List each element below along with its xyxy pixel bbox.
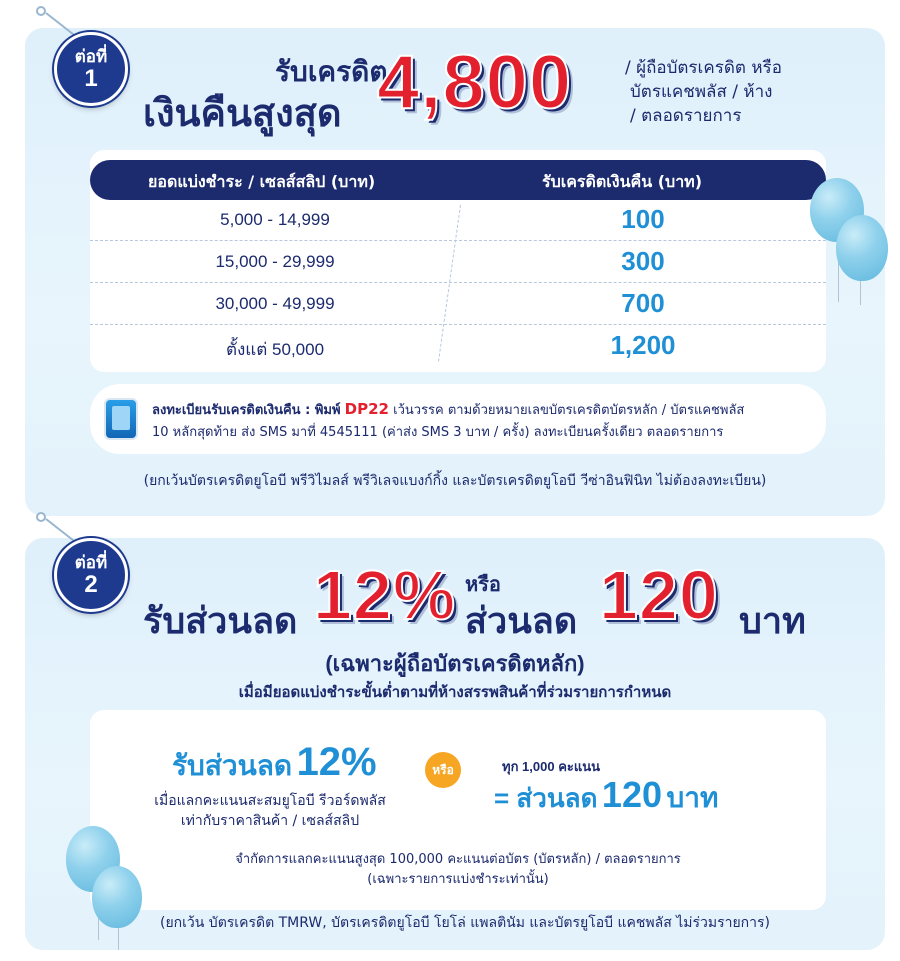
offer-left-percent: 12% [296, 740, 377, 784]
register-instructions-line2: 10 หลักสุดท้าย ส่ง SMS มาที่ 4545111 (ค่าส่ง SMS 3 บาท / ครั้ง) ลงทะเบียนครั้งเดียว ตลอดรายการ [152, 425, 724, 440]
row-divider [90, 324, 826, 325]
row-range: ตั้งแต่ 50,000 [225, 340, 325, 359]
balloon-decoration [836, 215, 888, 281]
section2-or-small: หรือ [465, 574, 501, 596]
section2-condition: เมื่อมียอดแบ่งชำระขั้นต่ำตามที่ห้างสรรพสินค้าที่ร่วมรายการกำหนด [238, 684, 672, 701]
limit-line2: (เฉพาะรายการแบ่งชำระเท่านั้น) [367, 872, 549, 887]
section1-side-line1: / ผู้ถือบัตรเครดิต หรือ [625, 58, 782, 78]
table-row [90, 242, 826, 284]
badge-number: 2 [84, 571, 98, 598]
section2-panel [25, 538, 885, 950]
badge-label: ต่อที่ [74, 553, 108, 572]
offer-right-amount: 120 [601, 774, 662, 815]
balloon-decoration [92, 866, 142, 928]
row-range: 5,000 - 14,999 [220, 210, 330, 229]
offer-card [90, 710, 826, 910]
row-credit: 100 [621, 204, 665, 234]
section1-panel [25, 28, 885, 516]
section2-headline-left: รับส่วนลด [143, 600, 298, 641]
section2-qualifier: (เฉพาะผู้ถือบัตรเครดิตหลัก) [325, 651, 585, 676]
step-badge-1 [54, 32, 128, 106]
row-credit: 700 [621, 288, 665, 318]
section1-footnote: (ยกเว้นบัตรเครดิตยูโอบี พรีวิไมลส์ พรีวิเลจแบงก์กิ้ง และบัตรเครดิตยูโอบี วีซ่าอินฟินิท ไม่ต้องลงทะเบียน) [143, 473, 767, 489]
header-cashback: รับเครดิตเงินคืน (บาท) [542, 172, 703, 191]
section1-max-amount: 4,800 [377, 40, 573, 125]
offer-right-unit: บาท [666, 782, 719, 813]
badge-number: 1 [84, 65, 98, 92]
offer-right-prefix: = ส่วนลด [494, 783, 598, 813]
section1-side-line3: / ตลอดรายการ [630, 106, 742, 126]
section1-side-line2: บัตรแคชพลัส / ห้าง [630, 82, 773, 102]
table-row [90, 284, 826, 326]
table-row [90, 326, 826, 368]
header-installment: ยอดแบ่งชำระ / เซลส์สลิป (บาท) [148, 172, 376, 191]
limit-line1: จำกัดการแลกคะแนนสูงสุด 100,000 คะแนนต่อบัตร (บัตรหลัก) / ตลอดรายการ [235, 852, 681, 867]
tag-hole [36, 6, 46, 16]
table-row [90, 200, 826, 242]
mobile-phone-icon [104, 398, 138, 440]
section1-headline-line2: เงินคืนสูงสุด [143, 93, 342, 135]
step-badge-2 [54, 538, 128, 612]
offer-left-title: รับส่วนลด [172, 750, 293, 781]
section2-percent: 12% [313, 556, 457, 634]
section2-unit: บาท [739, 600, 806, 641]
register-code: DP22 [344, 400, 389, 418]
badge-label: ต่อที่ [74, 47, 108, 66]
section2-amount: 120 [599, 556, 719, 634]
register-instructions: เว้นวรรค ตามด้วยหมายเลขบัตรเครดิตบัตรหลัก / บัตรแคชพลัส [393, 403, 745, 418]
row-divider [90, 282, 826, 283]
tag-hole [36, 512, 46, 522]
row-divider [90, 240, 826, 241]
register-label: ลงทะเบียนรับเครดิตเงินคืน : พิมพ์ [152, 403, 341, 418]
sms-registration-card [90, 384, 826, 454]
section2-footnote: (ยกเว้น บัตรเครดิต TMRW, บัตรเครดิตยูโอบี โยโล่ แพลตินัม และบัตรยูโอบี แคชพลัส ไม่ร่วมรายการ) [160, 915, 770, 931]
cashback-table [90, 150, 826, 372]
section1-headline-line1: รับเครดิต [275, 56, 388, 87]
row-credit: 300 [621, 246, 665, 276]
offer-left-desc-line2: เท่ากับราคาสินค้า / เซลส์สลิป [180, 813, 360, 829]
offer-right-line1: ทุก 1,000 คะแนน [502, 759, 601, 774]
or-badge: หรือ [425, 752, 461, 788]
row-range: 15,000 - 29,999 [215, 252, 335, 271]
row-credit: 1,200 [610, 330, 676, 360]
row-range: 30,000 - 49,999 [215, 294, 335, 313]
cashback-table-header [90, 160, 826, 200]
section2-headline-mid: ส่วนลด [465, 600, 578, 641]
offer-left-desc-line1: เมื่อแลกคะแนนสะสมยูโอบี รีวอร์ดพลัส [154, 793, 386, 809]
